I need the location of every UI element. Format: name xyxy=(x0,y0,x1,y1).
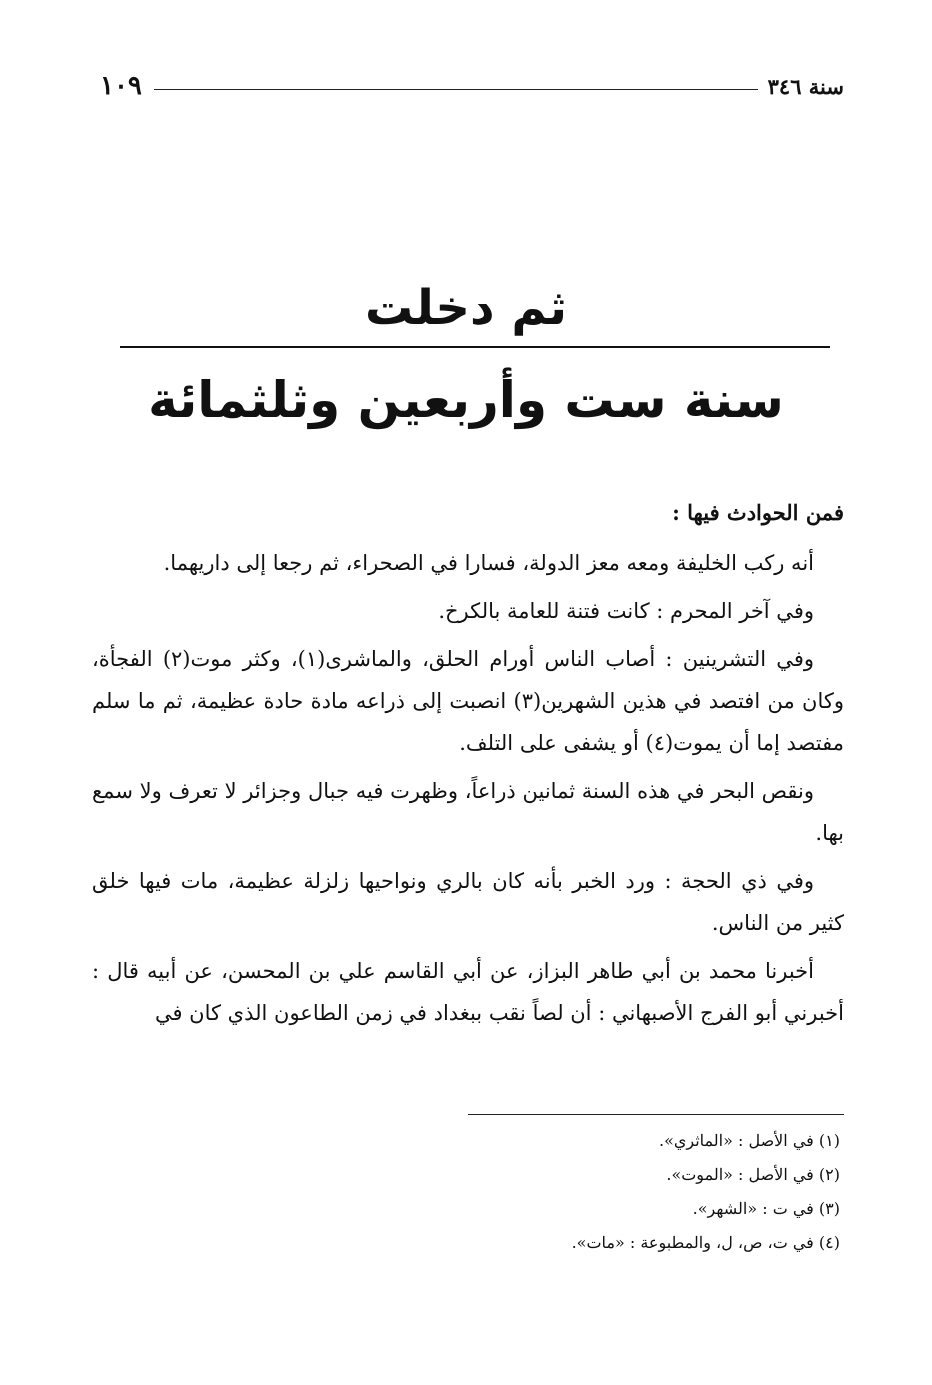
paragraph: ونقص البحر في هذه السنة ثمانين ذراعاً، وظهرت فيه جبال وجزائر لا تعرف ولا سمع بها. xyxy=(92,779,844,845)
footnote: (٤) في ت، ص، ل، والمطبوعة : «مات». xyxy=(571,1233,840,1252)
header-rule xyxy=(154,89,758,90)
paragraph: وفي التشرينين : أصاب الناس أورام الحلق، والماشرى(١)، وكثر موت(٢) الفجأة، وكان من افتصد في هذين الشهرين(٣) انصبت إلى ذراعه مادة حادة عظيمة، ثم ما سلم مفتصد إما أن يموت(٤) أو يشفى على التلف. xyxy=(92,647,845,755)
running-title: سنة ٣٤٦ xyxy=(767,73,844,99)
section-intro: فمن الحوادث فيها : xyxy=(672,500,844,525)
paragraph: أخبرنا محمد بن أبي طاهر البزاز، عن أبي القاسم علي بن المحسن، عن أبيه قال : أخبرني أبو الفرج الأصبهاني : أن لصاً نقب ببغداد في زمن الطاعون الذي كان في xyxy=(92,959,844,1025)
footnote: (١) في الأصل : «الماثري». xyxy=(659,1131,840,1150)
main-text xyxy=(92,492,844,1040)
page-number: ١٠٩ xyxy=(100,71,142,101)
paragraph: أنه ركب الخليفة ومعه معز الدولة، فسارا في الصحراء، ثم رجعا إلى داريهما. xyxy=(163,551,814,575)
running-header xyxy=(100,66,844,106)
footnote: (٣) في ت : «الشهر». xyxy=(692,1199,840,1218)
footnote-divider xyxy=(468,1114,844,1115)
paragraph: وفي آخر المحرم : كانت فتنة للعامة بالكرخ. xyxy=(438,599,814,623)
chapter-heading-line-1: ثم دخلت xyxy=(364,280,567,336)
footnotes xyxy=(92,1124,840,1260)
chapter-heading-line-2: سنة ست وأربعين وثلثمائة xyxy=(148,371,784,429)
heading-divider xyxy=(120,346,830,348)
footnote: (٢) في الأصل : «الموت». xyxy=(666,1165,840,1184)
paragraph: وفي ذي الحجة : ورد الخبر بأنه كان بالري ونواحيها زلزلة عظيمة، مات فيها خلق كثير من الناس. xyxy=(92,869,844,935)
